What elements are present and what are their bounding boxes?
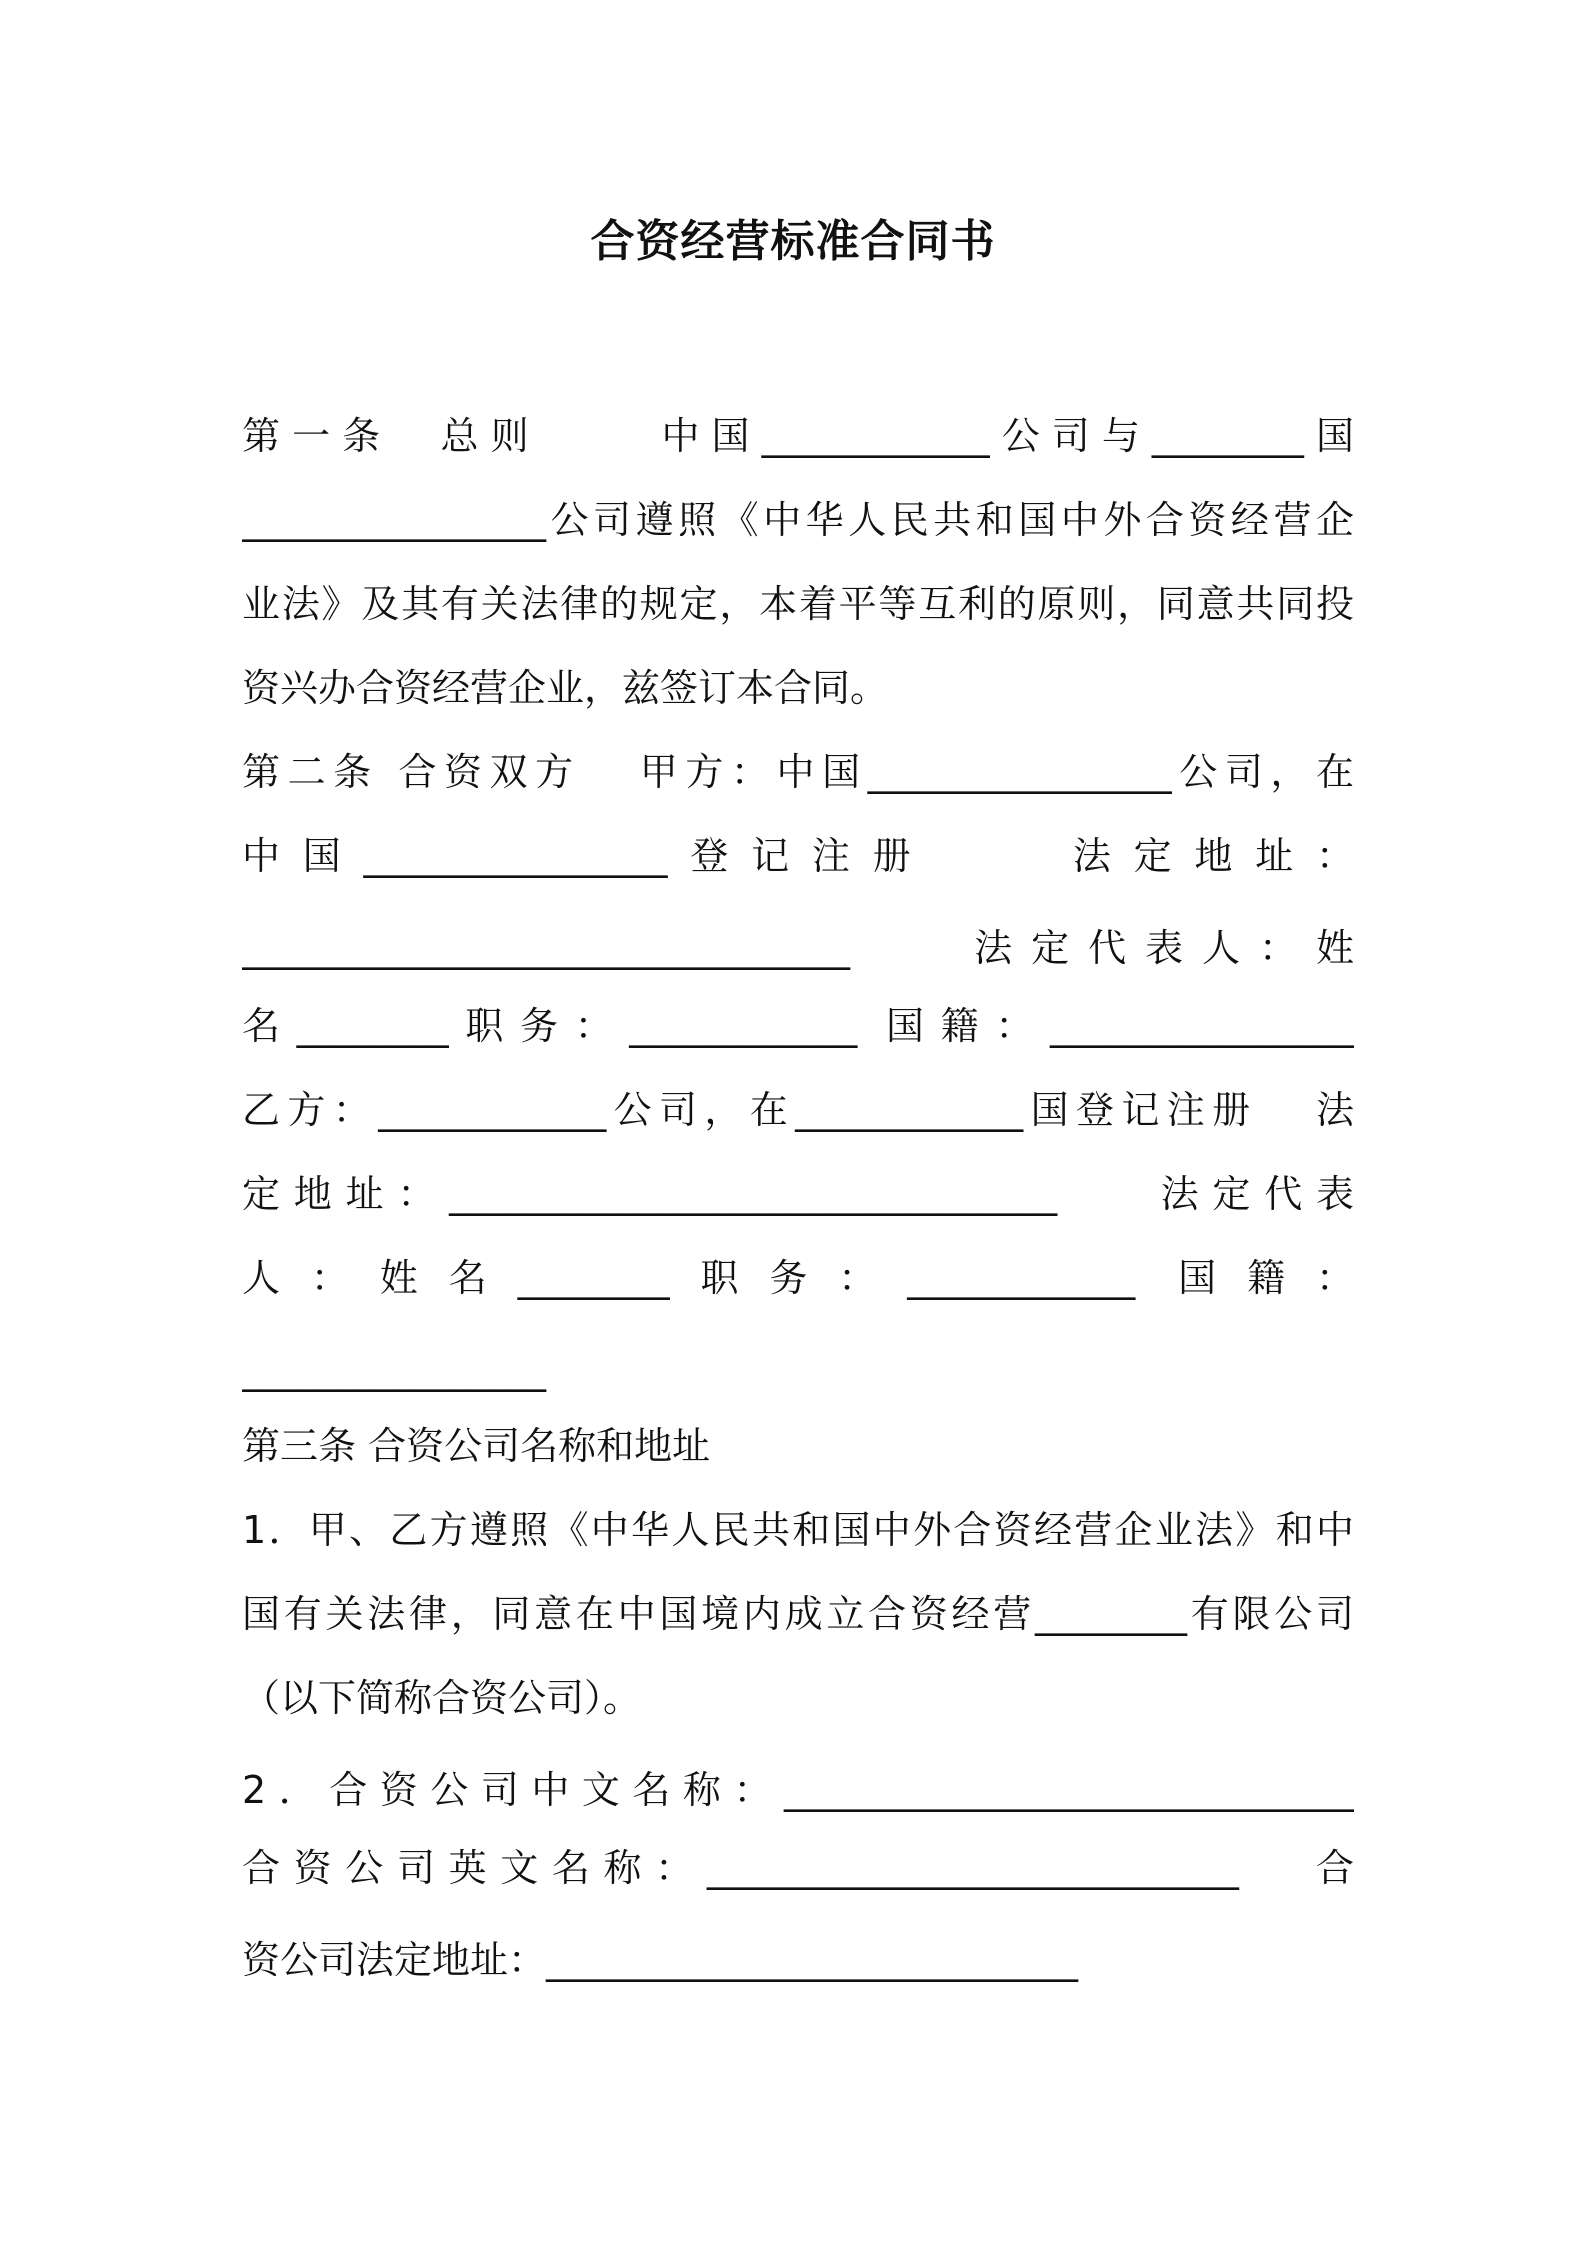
article3-item2-line-2: 合资公司英文名称：____________________________ 合 xyxy=(242,1846,1354,1890)
article1-line-2: ________________公司遵照《中华人民共和国中外合资经营企 xyxy=(242,498,1354,542)
article2-line-6: 定地址：________________________________ 法定代表 xyxy=(242,1172,1354,1216)
article2-line-2: 中国________________登记注册 法定地址： xyxy=(242,834,1354,878)
article3-item2-line-1: 2．合资公司中文名称：______________________________ xyxy=(242,1768,1354,1812)
article3-item2-line-3: 资公司法定地址：____________________________ xyxy=(242,1938,1079,1982)
article2-line-4: 名________职务：____________ 国籍：________________ xyxy=(242,1004,1354,1048)
article1-line-3: 业法》及其有关法律的规定，本着平等互利的原则，同意共同投 xyxy=(242,582,1354,626)
article3-item1-line-2: 国有关法律，同意在中国境内成立合资经营________有限公司 xyxy=(242,1592,1354,1636)
article2-line-5: 乙方：____________公司，在____________国登记注册 法 xyxy=(242,1088,1354,1132)
article3-heading: 第三条 合资公司名称和地址 xyxy=(242,1424,711,1468)
article1-line-1: 第一条 总则 中国____________公司与________国 xyxy=(242,414,1354,458)
article2-line-3: ________________________________ 法定代表人：姓 xyxy=(242,926,1354,970)
article2-line-1: 第二条 合资双方 甲方：中国________________公司，在 xyxy=(242,750,1354,794)
article3-item1-line-1: 1．甲、乙方遵照《中华人民共和国中外合资经营企业法》和中 xyxy=(242,1508,1354,1552)
article3-item1-line-3: （以下简称合资公司）。 xyxy=(242,1676,642,1720)
article2-line-7: 人：姓名________职务：____________ 国籍： xyxy=(242,1256,1354,1300)
article2-line-8: ________________ xyxy=(242,1348,546,1392)
document-title: 合资经营标准合同书 xyxy=(590,216,996,267)
article1-line-4: 资兴办合资经营企业，兹签订本合同。 xyxy=(242,666,889,710)
